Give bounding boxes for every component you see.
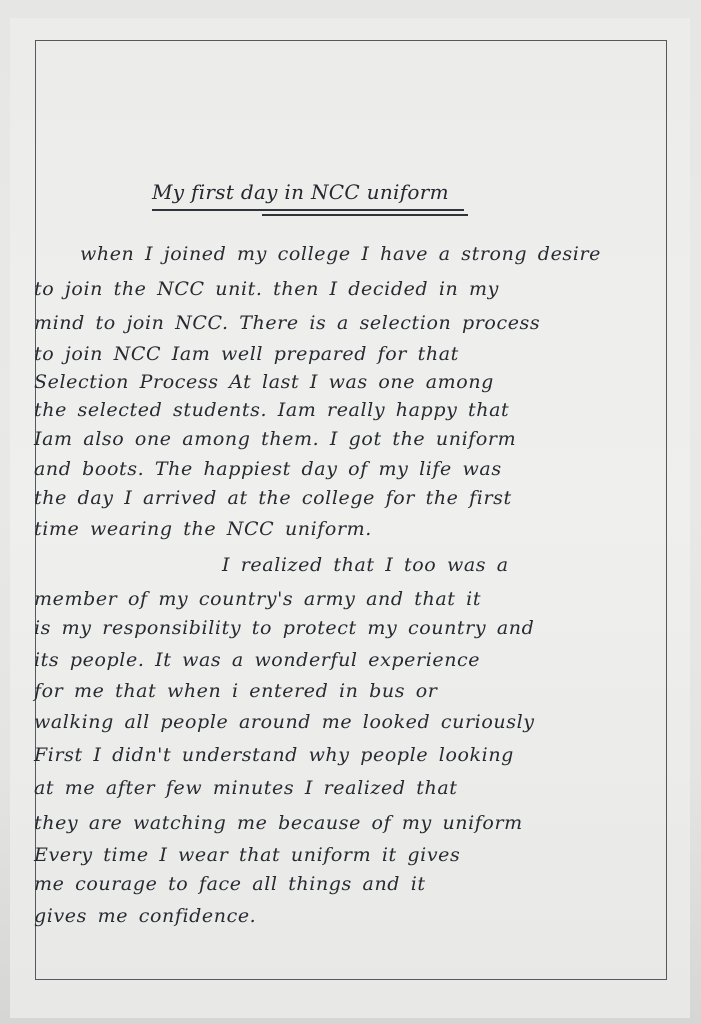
essay-line: member of my country's army and that it [34,588,482,610]
essay-line: for me that when i entered in bus or [34,680,438,702]
essay-line: and boots. The happiest day of my life was [34,458,502,480]
essay-line: me courage to face all things and it [34,873,426,895]
essay-line: the day I arrived at the college for the first [34,487,512,509]
essay-line: gives me confidence. [34,905,257,927]
essay-line: Iam also one among them. I got the uniform [34,428,517,450]
essay-line: when I joined my college I have a strong desire [80,243,601,265]
title-underline-second [262,214,468,216]
essay-line: to join NCC Iam well prepared for that [34,343,459,365]
essay-line: they are watching me because of my uniform [34,812,523,834]
essay-line: its people. It was a wonderful experience [34,649,481,671]
essay-line: walking all people around me looked curiously [34,711,535,733]
essay-line: at me after few minutes I realized that [34,777,458,799]
essay-line: the selected students. Iam really happy that [34,399,510,421]
essay-line: Every time I wear that uniform it gives [34,844,461,866]
title-underline [152,209,464,211]
essay-line: I realized that I too was a [222,554,509,576]
essay-line: to join the NCC unit. then I decided in my [34,278,499,300]
essay-title-block [152,180,472,204]
essay-line: First I didn't understand why people looking [34,744,514,766]
essay-line: mind to join NCC. There is a selection process [34,312,541,334]
essay-line: is my responsibility to protect my country and [34,617,535,639]
essay-title: My first day in NCC uniform [152,180,449,204]
essay-line: Selection Process At last I was one among [34,371,494,393]
essay-line: time wearing the NCC uniform. [34,518,372,540]
